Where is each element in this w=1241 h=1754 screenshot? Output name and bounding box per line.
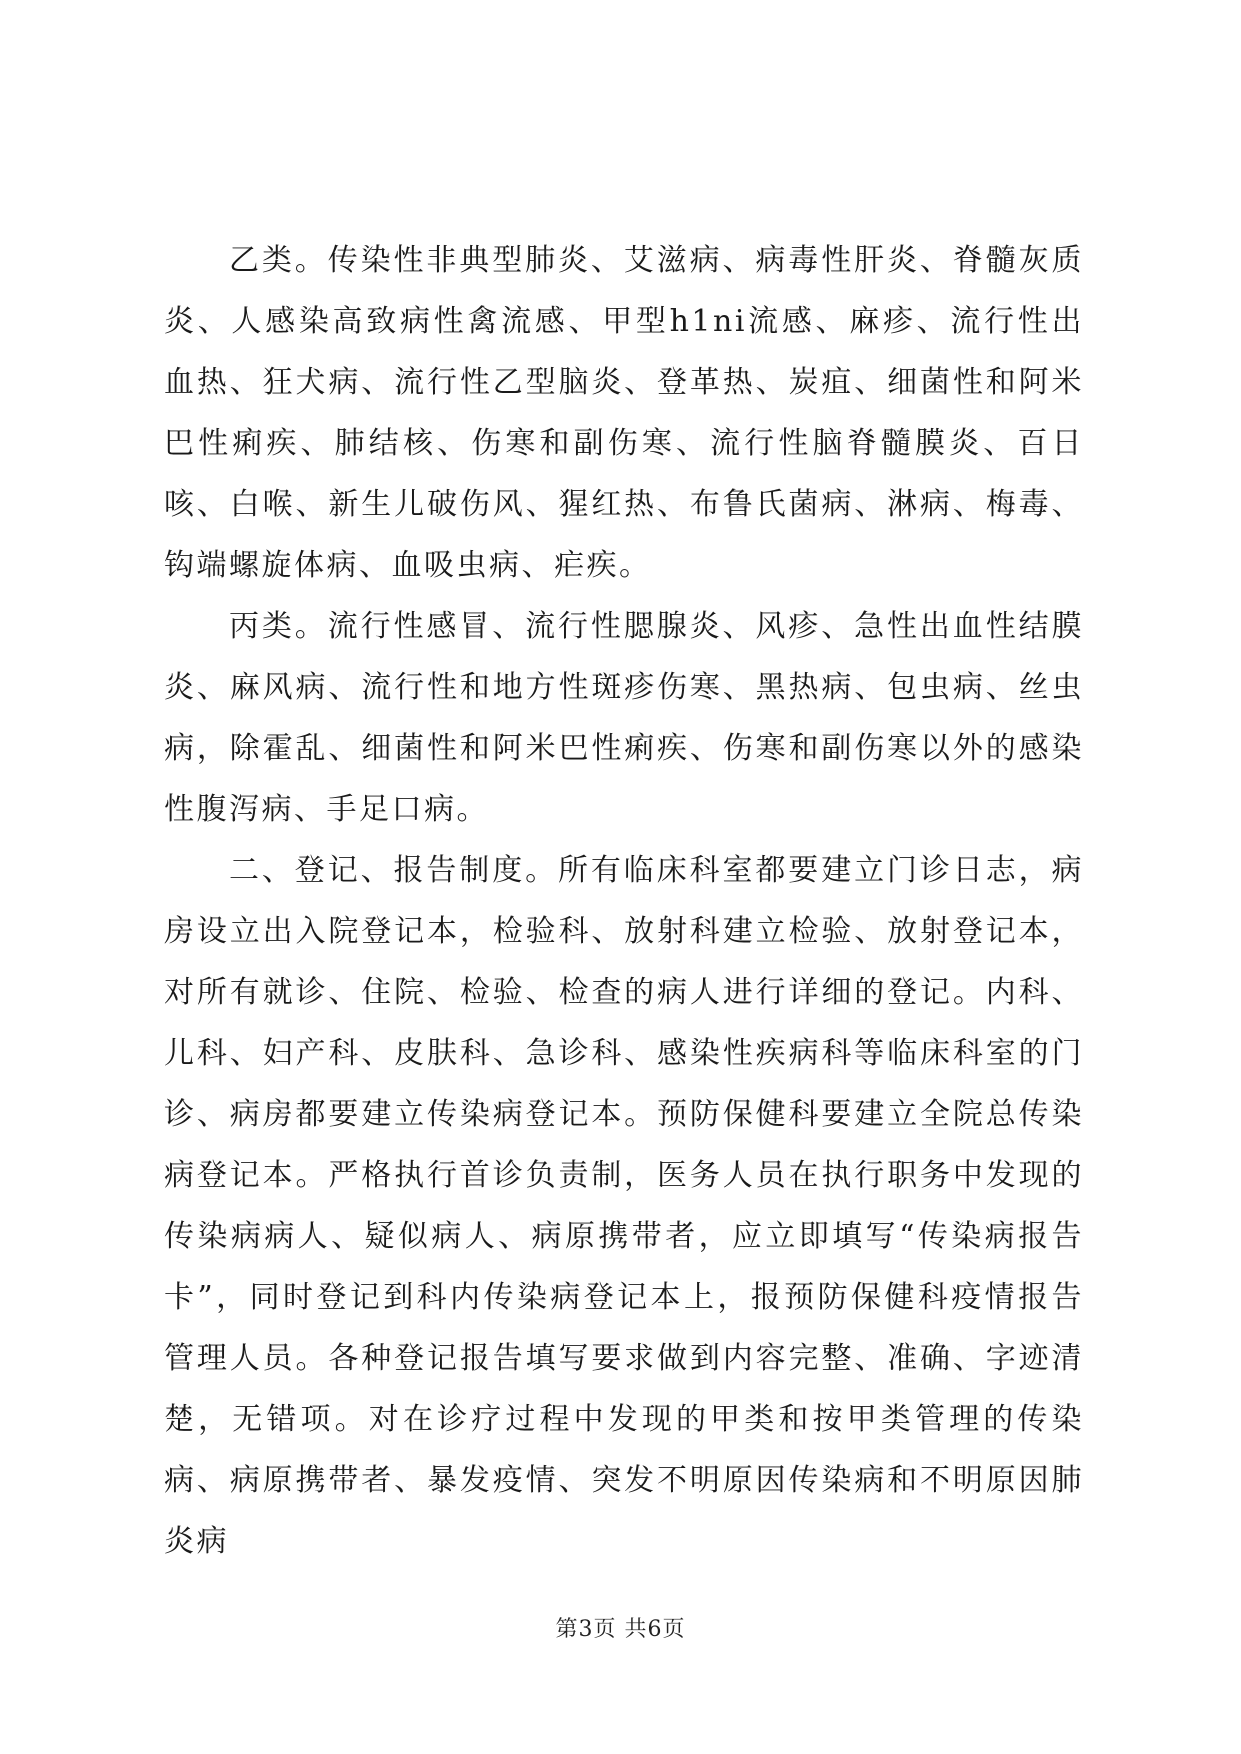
page-number: 第3页 共6页 xyxy=(555,1617,686,1642)
document-body xyxy=(164,230,1084,1572)
paragraph-class-c-diseases: 丙类。流行性感冒、流行性腮腺炎、风疹、急性出血性结膜炎、麻风病、流行性和地方性斑疹伤寒、黑热病、包虫病、丝虫病，除霍乱、细菌性和阿米巴性痢疾、伤寒和副伤寒以外的感染性腹泻病、手足口病。 xyxy=(164,609,1084,827)
page-footer xyxy=(0,1612,1241,1643)
paragraph-class-b-diseases: 乙类。传染性非典型肺炎、艾滋病、病毒性肝炎、脊髓灰质炎、人感染高致病性禽流感、甲型h1ni流感、麻疹、流行性出血热、狂犬病、流行性乙型脑炎、登革热、炭疽、细菌性和阿米巴性痢疾、肺结核、伤寒和副伤寒、流行性脑脊髓膜炎、百日咳、白喉、新生儿破伤风、猩红热、布鲁氏菌病、淋病、梅毒、钩端螺旋体病、血吸虫病、疟疾。 xyxy=(164,243,1084,583)
paragraph-registration-reporting: 二、登记、报告制度。所有临床科室都要建立门诊日志，病房设立出入院登记本，检验科、放射科建立检验、放射登记本，对所有就诊、住院、检验、检查的病人进行详细的登记。内科、儿科、妇产科、皮肤科、急诊科、感染性疾病科等临床科室的门诊、病房都要建立传染病登记本。预防保健科要建立全院总传染病登记本。严格执行首诊负责制，医务人员在执行职务中发现的传染病病人、疑似病人、病原携带者，应立即填写“传染病报告卡”，同时登记到科内传染病登记本上，报预防保健科疫情报告管理人员。各种登记报告填写要求做到内容完整、准确、字迹清楚，无错项。对在诊疗过程中发现的甲类和按甲类管理的传染病、病原携带者、暴发疫情、突发不明原因传染病和不明原因肺炎病 xyxy=(164,853,1084,1559)
